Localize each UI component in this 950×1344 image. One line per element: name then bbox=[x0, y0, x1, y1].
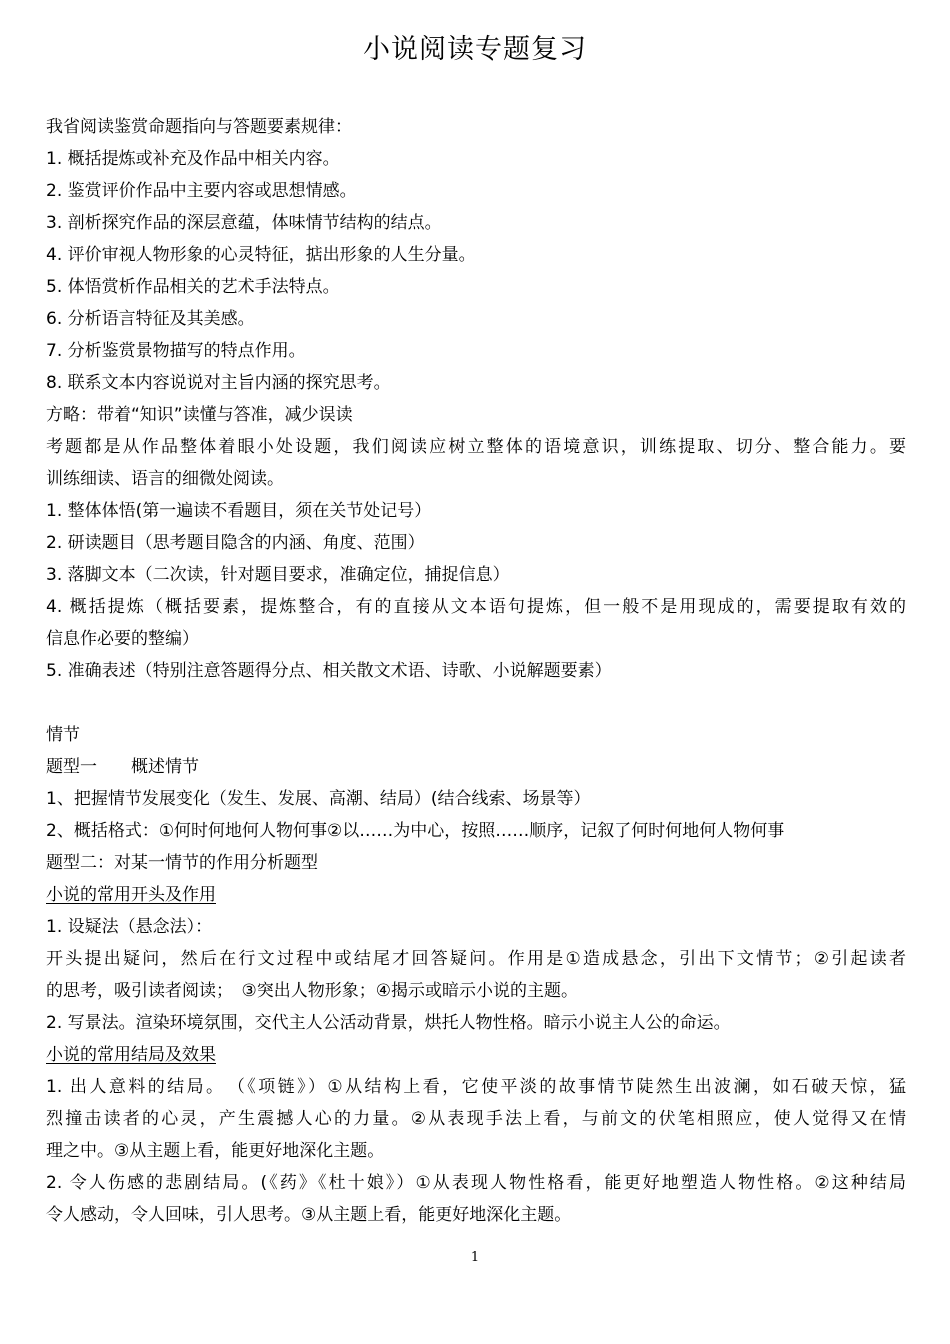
line-text: 2. 鉴赏评价作品中主要内容或思想情感。 bbox=[46, 181, 357, 201]
text-line bbox=[46, 431, 906, 463]
text-line bbox=[46, 207, 906, 239]
text-line bbox=[46, 847, 906, 879]
line-text: 2、概括格式：①何时何地何人物何事②以……为中心，按照……顺序，记叙了何时何地何人物何事 bbox=[46, 821, 785, 841]
line-text: 1. 概括提炼或补充及作品中相关内容。 bbox=[46, 149, 340, 169]
line-text: 理之中。③从主题上看，能更好地深化主题。 bbox=[46, 1141, 385, 1161]
page-number: 1 bbox=[470, 1250, 480, 1265]
line-text: 2. 写景法。渲染环境氛围，交代主人公活动背景，烘托人物性格。暗示小说主人公的命运。 bbox=[46, 1013, 731, 1033]
text-line bbox=[46, 463, 906, 495]
text-line bbox=[46, 399, 906, 431]
line-text: 小说的常用结局及效果 bbox=[46, 1045, 216, 1065]
text-line bbox=[46, 1103, 906, 1135]
line-text: 2. 令人伤感的悲剧结局。(《药》《杜十娘》）①从表现人物性格看，能更好地塑造人物性格。②这种结局 bbox=[46, 1173, 906, 1193]
text-line bbox=[46, 367, 906, 399]
line-text: 训练细读、语言的细微处阅读。 bbox=[46, 469, 284, 489]
line-text: 3. 落脚文本（二次读，针对题目要求，准确定位，捕捉信息） bbox=[46, 565, 510, 585]
text-line bbox=[46, 303, 906, 335]
line-text: 7. 分析鉴赏景物描写的特点作用。 bbox=[46, 341, 306, 361]
blank-line bbox=[46, 687, 906, 719]
line-text: 8. 联系文本内容说说对主旨内涵的探究思考。 bbox=[46, 373, 391, 393]
line-text: 题型一 概述情节 bbox=[46, 757, 199, 777]
line-text: 5. 体悟赏析作品相关的艺术手法特点。 bbox=[46, 277, 340, 297]
text-line bbox=[46, 751, 906, 783]
text-line bbox=[46, 719, 906, 751]
line-text: 令人感动，令人回味，引人思考。③从主题上看，能更好地深化主题。 bbox=[46, 1205, 572, 1225]
text-line bbox=[46, 655, 906, 687]
line-text: 考题都是从作品整体着眼小处设题，我们阅读应树立整体的语境意识，训练提取、切分、整合能力。要 bbox=[46, 437, 906, 457]
line-text: 烈撞击读者的心灵，产生震撼人心的力量。②从表现手法上看，与前文的伏笔相照应，使人觉得又在情 bbox=[46, 1109, 906, 1129]
text-line bbox=[46, 335, 906, 367]
line-text: 信息作必要的整编） bbox=[46, 629, 199, 649]
line-text: 的思考，吸引读者阅读； ③突出人物形象；④揭示或暗示小说的主题。 bbox=[46, 981, 578, 1001]
text-line bbox=[46, 591, 906, 623]
line-text: 4. 评价审视人物形象的心灵特征，掂出形象的人生分量。 bbox=[46, 245, 476, 265]
text-line bbox=[46, 623, 906, 655]
line-text: 3. 剖析探究作品的深层意蕴，体味情节结构的结点。 bbox=[46, 213, 442, 233]
page-title: 小说阅读专题复习 bbox=[363, 34, 587, 65]
document-body bbox=[46, 111, 906, 1231]
text-line bbox=[46, 271, 906, 303]
line-text: 我省阅读鉴赏命题指向与答题要素规律： bbox=[46, 117, 352, 137]
line-text: 题型二：对某一情节的作用分析题型 bbox=[46, 853, 318, 873]
line-text: 方略：带着“知识”读懂与答准，减少误读 bbox=[46, 405, 353, 425]
text-line bbox=[46, 495, 906, 527]
line-text: 1、把握情节发展变化（发生、发展、高潮、结局）(结合线索、场景等） bbox=[46, 789, 591, 809]
text-line bbox=[46, 975, 906, 1007]
text-line bbox=[46, 239, 906, 271]
text-line bbox=[46, 527, 906, 559]
line-text: 5. 准确表述（特别注意答题得分点、相关散文术语、诗歌、小说解题要素） bbox=[46, 661, 612, 681]
text-line bbox=[46, 1167, 906, 1199]
section-heading bbox=[46, 1039, 906, 1071]
line-text: 6. 分析语言特征及其美感。 bbox=[46, 309, 255, 329]
text-line bbox=[46, 943, 906, 975]
text-line bbox=[46, 559, 906, 591]
line-text: 小说的常用开头及作用 bbox=[46, 885, 216, 905]
text-line bbox=[46, 1135, 906, 1167]
text-line bbox=[46, 1007, 906, 1039]
line-text: 1. 整体体悟(第一遍读不看题目，须在关节处记号） bbox=[46, 501, 432, 521]
line-text: 情节 bbox=[46, 725, 80, 745]
text-line bbox=[46, 143, 906, 175]
line-text: 1. 出人意料的结局。 （《项链》）①从结构上看，它使平淡的故事情节陡然生出波澜，如石破天惊，猛 bbox=[46, 1077, 906, 1097]
text-line bbox=[46, 175, 906, 207]
text-line bbox=[46, 783, 906, 815]
line-text: 1. 设疑法（悬念法）： bbox=[46, 917, 213, 937]
section-heading bbox=[46, 879, 906, 911]
line-text: 开头提出疑问，然后在行文过程中或结尾才回答疑问。作用是①造成悬念，引出下文情节；②引起读者 bbox=[46, 949, 906, 969]
text-line bbox=[46, 1199, 906, 1231]
text-line bbox=[46, 111, 906, 143]
text-line bbox=[46, 1071, 906, 1103]
text-line bbox=[46, 911, 906, 943]
line-text: 4. 概括提炼（概括要素，提炼整合，有的直接从文本语句提炼，但一般不是用现成的，需要提取有效的 bbox=[46, 597, 906, 617]
text-line bbox=[46, 815, 906, 847]
line-text: 2. 研读题目（思考题目隐含的内涵、角度、范围） bbox=[46, 533, 425, 553]
